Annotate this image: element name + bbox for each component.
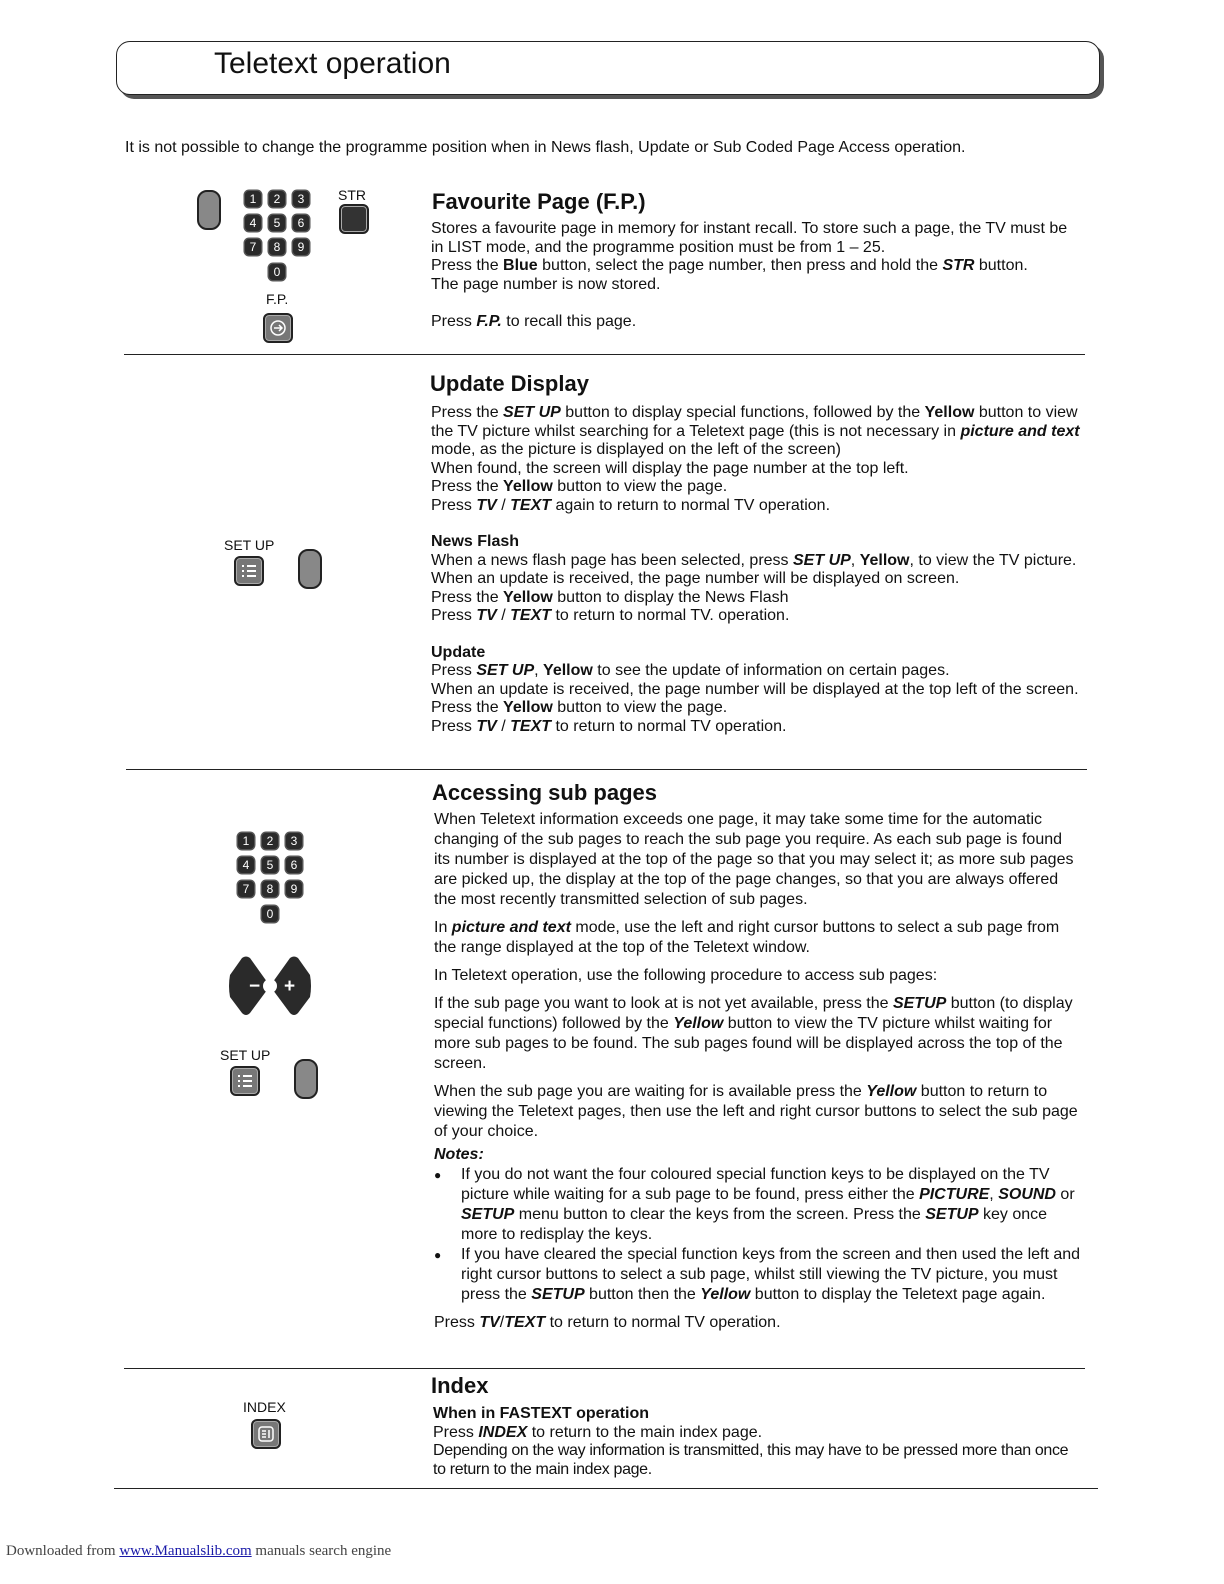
setup-label: SET UP: [220, 1047, 271, 1063]
news-flash-para-2: Press the Yellow button to display the News Flash: [431, 588, 789, 606]
setup-button[interactable]: [234, 556, 264, 586]
key-3[interactable]: 3: [286, 833, 302, 849]
news-flash-heading: News Flash: [431, 533, 520, 550]
update-sub-para-1: Press SET UP, Yellow to see the update of information on certain pages.: [431, 662, 950, 679]
key-0[interactable]: 0: [269, 264, 285, 280]
divider: [114, 1488, 1098, 1489]
key-4[interactable]: 4: [238, 857, 254, 873]
str-label: STR: [338, 187, 366, 203]
key-6[interactable]: 6: [293, 215, 309, 231]
update-para-1: Press the SET UP button to display special functions, followed by the Yellow button to view the TV picture whilst searching for a Teletext page (this is not necessary in picture and text mode, as the picture is displayed on the left of the screen): [431, 404, 1080, 458]
notes-list: [434, 1165, 1082, 1305]
update-para-4: Press TV / TEXT again to return to normal TV operation.: [431, 496, 831, 514]
note-item: ● If you have cleared the special function keys from the screen and then used the left and right cursor buttons to select a sub page, whilst still viewing the TV picture, you must press the SETUP button then the Yellow button to display the Teletext page again.: [434, 1245, 1082, 1305]
minus-icon: −: [249, 976, 261, 997]
update-sub-para-2: When an update is received, the page number will be displayed at the top left of the screen.: [431, 680, 1079, 698]
footer: [6, 1543, 391, 1560]
note-item: ● If you do not want the four coloured special function keys to be displayed on the TV picture while waiting for a sub page to be found, press either the PICTURE, SOUND or SETUP menu button to clear the keys from the screen. Press the SETUP key once more to redisplay the keys.: [434, 1165, 1082, 1245]
key-1[interactable]: 1: [245, 191, 261, 207]
key-4[interactable]: 4: [245, 215, 261, 231]
index-para-2: Depending on the way information is transmitted, this may have to be pressed more than once to return to the main index page.: [433, 1442, 1069, 1478]
update-heading: Update Display: [430, 371, 589, 396]
update-sub-para-3: Press the Yellow button to view the page.: [431, 699, 728, 716]
key-7[interactable]: 7: [245, 239, 261, 255]
fp-body: [431, 220, 1081, 332]
sub-para-4: If the sub page you want to look at is not yet available, press the SETUP button (to display special functions) followed by the Yellow button to view the TV picture whilst waiting for more sub pages to be found. The sub pages found will be displayed across the top of the screen.: [434, 995, 1073, 1072]
key-3[interactable]: 3: [293, 191, 309, 207]
manualslib-link[interactable]: www.Manualslib.com: [119, 1543, 252, 1559]
key-8[interactable]: 8: [269, 239, 285, 255]
update-subheading: Update: [431, 643, 486, 661]
fp-para-1: Stores a favourite page in memory for instant recall. To store such a page, the TV must be in LIST mode, and the programme position must be from 1 – 25.: [431, 220, 1068, 256]
key-7[interactable]: 7: [238, 881, 254, 897]
setup-label: SET UP: [224, 537, 275, 553]
index-subheading: When in FASTEXT operation: [433, 1405, 649, 1422]
fp-icon: [265, 315, 291, 341]
fp-button[interactable]: [263, 313, 293, 343]
sub-para-3: In Teletext operation, use the following procedure to access sub pages:: [434, 967, 938, 984]
fp-label: F.P.: [266, 291, 289, 307]
key-8[interactable]: 8: [262, 881, 278, 897]
key-5[interactable]: 5: [262, 857, 278, 873]
divider: [124, 354, 1085, 355]
index-icon: [253, 1421, 279, 1447]
intro-text: It is not possible to change the programme position when in News flash, Update or Sub Coded Page Access operation.: [125, 139, 966, 156]
update-para-3: Press the Yellow button to view the page.: [431, 478, 728, 495]
key-9[interactable]: 9: [293, 239, 309, 255]
sub-para-2: In picture and text mode, use the left and right cursor buttons to select a sub page from the range displayed at the top of the Teletext window.: [434, 919, 1060, 956]
key-9[interactable]: 9: [286, 881, 302, 897]
plus-icon: +: [284, 976, 296, 997]
index-label: INDEX: [243, 1399, 286, 1415]
update-body: [431, 404, 1081, 736]
divider: [124, 1368, 1085, 1369]
index-heading: Index: [431, 1373, 489, 1398]
key-2[interactable]: 2: [262, 833, 278, 849]
key-0[interactable]: 0: [262, 906, 278, 922]
cursor-buttons: [228, 955, 312, 1017]
setup-button[interactable]: [230, 1066, 260, 1096]
key-2[interactable]: 2: [269, 191, 285, 207]
fp-para-4: Press F.P. to recall this page.: [431, 313, 637, 330]
news-flash-para-1: When a news flash page has been selected, press SET UP, Yellow, to view the TV picture. When an update is received, the page number will be displayed on screen.: [431, 551, 1077, 587]
divider: [126, 769, 1087, 770]
update-para-2: When found, the screen will display the page number at the top left.: [431, 459, 909, 477]
key-5[interactable]: 5: [269, 215, 285, 231]
news-flash-para-3: Press TV / TEXT to return to normal TV. operation.: [431, 607, 790, 624]
footer-text-end: manuals search engine: [251, 1543, 392, 1559]
index-para-1: Press INDEX to return to the main index page.: [433, 1423, 763, 1441]
sub-para-1: When Teletext information exceeds one page, it may take some time for the automatic changing of the sub pages to reach the sub page you require. As each sub page is found its number is displayed at the top of the page so that you may select it; as more sub pages are picked up, the display at the top of the page changes, so that you are always offered the most recently transmitted selection of sub pages.: [434, 811, 1074, 908]
footer-text: Downloaded from: [6, 1543, 120, 1559]
update-sub-para-4: Press TV / TEXT to return to normal TV operation.: [431, 717, 787, 735]
remote-pill-button[interactable]: [197, 190, 221, 230]
yellow-pill-button[interactable]: [298, 549, 322, 589]
sub-body: [434, 810, 1082, 1341]
index-button[interactable]: [251, 1419, 281, 1449]
menu-icon: [232, 1068, 258, 1094]
fp-heading: Favourite Page (F.P.): [432, 189, 646, 214]
sub-para-5: When the sub page you are waiting for is available press the Yellow button to return to viewing the Teletext pages, then use the left and right cursor buttons to select the sub page of your choice.: [434, 1083, 1078, 1140]
str-button[interactable]: [339, 204, 369, 234]
notes-heading: Notes:: [434, 1146, 484, 1163]
yellow-pill-button[interactable]: [294, 1059, 318, 1099]
fp-para-3: The page number is now stored.: [431, 275, 661, 293]
page-title: Teletext operation: [214, 47, 451, 80]
sub-heading: Accessing sub pages: [432, 780, 657, 805]
index-body: [433, 1405, 1083, 1479]
fp-para-2: Press the Blue button, select the page number, then press and hold the STR button.: [431, 257, 1028, 274]
key-6[interactable]: 6: [286, 857, 302, 873]
sub-para-6: Press TV/TEXT to return to normal TV operation.: [434, 1314, 781, 1331]
key-1[interactable]: 1: [238, 833, 254, 849]
menu-icon: [236, 558, 262, 584]
